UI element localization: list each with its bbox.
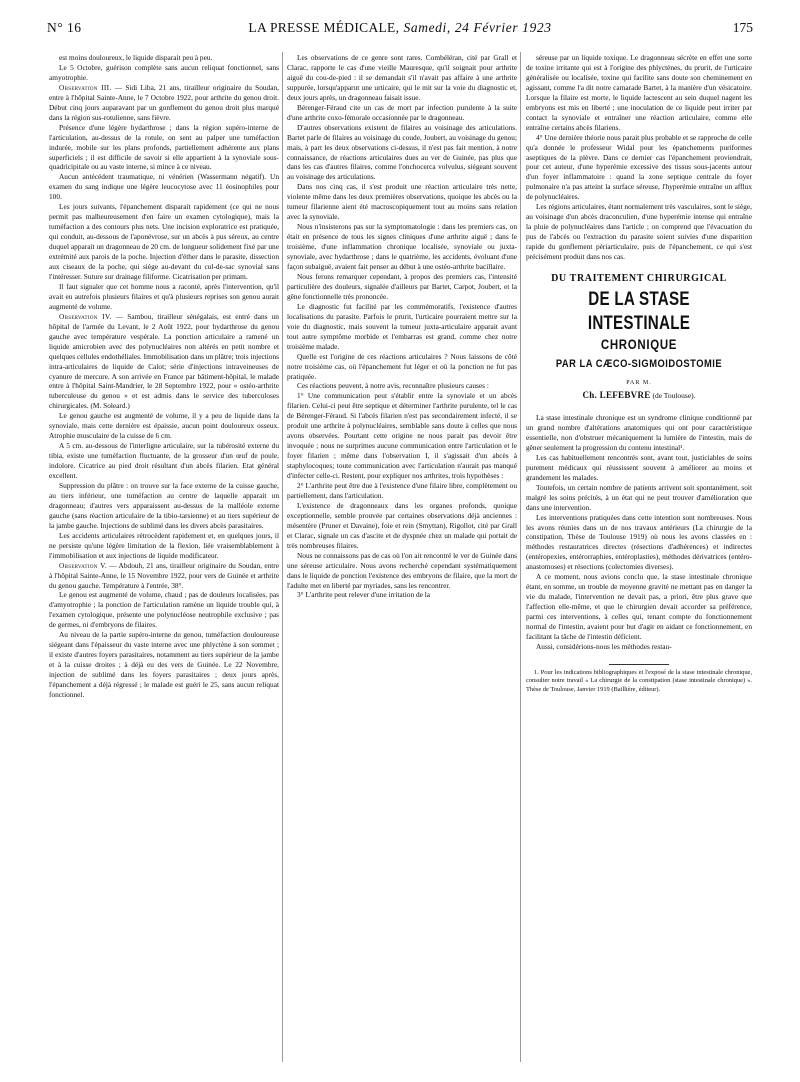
observation-heading: Observation III. [59, 82, 112, 92]
paragraph [526, 133, 752, 203]
article-supertitle: DU TRAITEMENT CHIRURGICAL [551, 273, 727, 285]
paragraph [49, 531, 279, 561]
paragraph [49, 63, 279, 83]
paragraph [49, 411, 279, 441]
paragraph-text: L'existence de dragonneaux dans les organes profonds, quoique exceptionnelle, semble prouvée par certaines observations déjà anciennes : mésentère (Pruner et Davaine), foie et rein (Smyttan), Rigollot, cité par Grall et Clarac, signale un cas d'ascite et de dyspnée chez un malade qui portait de très nombreuses filaires. [287, 500, 517, 550]
journal-title [47, 20, 753, 36]
paragraph-text: Nous ne connaissons pas de cas où l'on ait rencontré le ver de Guinée dans une séreuse articulaire. Nous avons recherché cependant systématiquement dans le liquide de ponction l'existence des embryons de filaire, que la mort de l'adulte met en liberté par myriades, sans les rencontrer. [287, 550, 517, 590]
paragraph-text: Ces réactions peuvent, à notre avis, reconnaître plusieurs causes : [297, 381, 489, 391]
paragraph [49, 561, 279, 591]
paragraph-text: 4° Une dernière théorie nous parait plus probable et se rapproche de celle qu'a donnée le professeur Widal pour les épanchements puriformes aseptiques de la plèvre. Dans ce dernier cas l'épanchement proviendrait, pour cet auteur, d'une hyperémie excessive des tissus sous-jacents autour d'un foyer inflammatoire : quand la zone septique centrale du foyer pulmonaire n'a pas atteint la surface séreuse, l'hyperémie entraîne un afflux de polynucléaires. [526, 132, 752, 202]
page-header [47, 20, 753, 40]
paragraph [287, 272, 517, 302]
paragraph-text: — Abdouh, 21 ans, tirailleur originaire du Soudan, entre à l'hôpital Sainte-Anne, le 15 Novembre 1922, pour vers de Guinée et arthrite du genou gauche. Température à l'entrée, 38°. [49, 560, 280, 590]
observation-heading: Observation IV. [59, 311, 112, 321]
paragraph-text: Suppression du plâtre : on trouve sur la face externe de la cuisse gauche, au tiers inférieur, une tuméfaction au centre de laquelle apparait un dragonneau; d'autres vers apparaissent au-dessus de la malléole externe gauche (sans réaction articulaire de la tibio-tarsienne) et au tiers supérieur de la jambe gauche. Injections de sublimé dans les divers abcès parasitaires. [49, 480, 279, 530]
paragraph-text: — Sidi Liba, 21 ans, tirailleur originaire du Soudan, entre à l'hôpital Sainte-Anne, le 7 Octobre 1922, pour arthrite du genou droit. Début cinq jours auparavant par un gonflement du genou droit plus marqué dans la région sus-rotulienne, sans fièvre. [49, 82, 279, 122]
paragraph-text: Le genou est augmenté de volume, chaud ; pas de douleurs localisées, pas d'amyotrophie ; la ponction de l'articulation ramène un liquide trouble qui, à l'examen cytologique, présente une polynucléose neutrophile exclusive ; pas de germes, ni d'embryons de filaires. [49, 590, 279, 630]
paragraph [49, 590, 279, 630]
paragraph [287, 103, 517, 123]
paragraph-text: 1° Une communication peut s'établir entre la synoviale et un abcès filarien. Celui-ci peut être septique et déterminer l'arthrite purulente, tel le cas de Bérenger-Féraud. Si l'abcès filarien n'est pas secondairement infecté, il se produit une arthrite à polynucléaires, semblable sans doute à celles que nous avons observées. Pourtant cette origine ne nous parait pas devoir être invoquée ; nous ne surprimes aucune communication entre l'articulation et le foyer filarien ; même dans l'observation I, il s'agissait d'un abcès à staphylocoques; toute communication avec l'articulation n'aurait pas manqué d'infecter celle-ci. Restent, pour expliquer nos arthrites, trois hypothèses : [287, 391, 517, 481]
paragraph-text: Il faut signaler que cet homme nous a raconté, après l'intervention, qu'il avait eu autrefois plusieurs filaires et qu'à plusieurs reprises son genou aurait augmenté de volume. [49, 281, 279, 311]
article-body [526, 413, 752, 652]
paragraph [526, 642, 752, 652]
paragraph [287, 391, 517, 481]
paragraph-text: A ce moment, nous avions conclu que, la stase intestinale chronique étant, en somme, un trouble de moyenne gravité ne mettant pas en danger la vie du malade, l'intervention ne devait pas, a priori, être plus grave que l'affection elle-même, et que le chirurgien devait accorder sa préférence, parmi ces interventions, à celles qui, tenant compte du fonctionnement normal de l'intestin, avaient pour but d'agir en aidant ce fonctionnement, en facilitant la tâche de l'intestin déficient. [526, 572, 752, 641]
paragraph [526, 513, 752, 573]
article-by: PAR M. [626, 380, 652, 387]
paragraph [49, 312, 279, 412]
paragraph [287, 182, 517, 222]
paragraph [526, 453, 752, 483]
paragraph-text: Au niveau de la partie supéro-interne du genou, tuméfaction douloureuse siégeant dans l'épaisseur du vaste interne avec une phlyctène à son sommet ; il existe d'autres foyers parasitaires, notamment au tiers supérieur de la jambe et à la cuisse droites ; à déjà eu des vers de Guinée. Le 22 Novembre, injection de sublimé dans les foyers parasitaires ; deux jours après, l'épanchement a déjà régressé ; le malade est guéri le 25, sans aucun reliquat fonctionnel. [49, 630, 279, 699]
paragraph-text: Dans nos cinq cas, il s'est produit une réaction articulaire très nette, violente même dans les deux premières observations, quoique les abcès ou la tumeur filarienne aient été macroscopiquement tout au moins sans relation avec la synoviale. [287, 182, 517, 222]
paragraph [49, 53, 279, 63]
article-subtitle: CHRONIQUE [600, 337, 678, 353]
issue-date: , Samedi, 24 Février 1923 [395, 20, 552, 35]
paragraph [287, 53, 517, 103]
paragraph-text: A 5 cm. au-dessous de l'interligne articulaire, sur la tubérosité externe du tibia, existe une tuméfaction fluctuante, de la grosseur d'un œuf de poule, indolore. Cicatrice au pied droit résultant d'un abcès filarien. Etat général excellent. [49, 441, 279, 481]
paragraph [287, 551, 517, 591]
paragraph [287, 352, 517, 382]
paragraph [526, 413, 752, 453]
paragraph-text: Présence d'une légère hydarthrose ; dans la région supéro-interne de l'articulation, au-dessus de la rotule, on sent au palper une tuméfaction indurée, mobile sur les plans profonds, partiellement adhérente aux plans superficiels ; il est difficile de savoir si elle appartient à la synoviale sous-quadricipitale ou au vaste interne, si mince à ce niveau. [49, 122, 279, 172]
issue-number: N° 16 [47, 20, 82, 35]
paragraph-text: Les observations de ce genre sont rares. Combéléran, cité par Grall et Clarac, rapporte le cas d'une vieille Mauresque, qu'il soignait pour arthrite aiguë du cou-de-pied : il se demandait s'il n'avait pas affaire à une arthrite suppurée, lorsqu'apparut une urticaire, qui le mit sur la voie du diagnostic et, deux jours après, un dragonneau faisait issue. [287, 53, 517, 102]
author-affiliation: (de Toulouse). [650, 391, 696, 401]
article-heading [526, 272, 752, 403]
paragraph-text: Nous ferons remarquer cependant, à propos des premiers cas, l'intensité particulière des douleurs, signalée d'ailleurs par Bartet, Carpot, Joubert, et la gêne fonctionnelle très prononcée. [287, 271, 517, 301]
journal-name: LA PRESSE MÉDICALE [248, 20, 396, 35]
paragraph [526, 202, 752, 262]
footnote: 1. Pour les indications bibliographiques et l'exposé de la stase intestinale chronique, consulter notre travail « La chirurgie de la constipation (stase intestinale chronique) ». Thèse de Toulouse, Janvier 1919 (Baillière, éditeur). [526, 668, 752, 693]
paragraph-text: Aucun antécédent traumatique, ni vénérien (Wassermann négatif). Un examen du sang indique une légère leucocytose avec 11 éosinophiles pour 100. [49, 172, 279, 202]
paragraph-text: — Sambou, tirailleur sénégalais, est entré dans un hôpital de l'armée du Levant, le 2 Août 1922, pour hydarthrose du genou gauche avec température vespérale. La ponction articulaire a ramené un liquide amicrobien avec des polynucléaires non altérés en petit nombre et quelques cellules endothéliales. Immobilisation dans un plâtre; trois injections intra-articulaires de liquide de Calot; série d'injections intraveineuses de cyanure de mercure. A son arrivée en France par bâtiment-hôpital, le malade entre à l'hôpital Saint-Mandrier, le 28 Septembre 1922, pour « ostéo-arthrite tuberculeuse du genou » et est admis dans le service des tuberculoses chirurgicales. (M. Soleard.) [49, 311, 279, 411]
paragraph-text: Aussi, considérions-nous les méthodes restau- [536, 641, 672, 651]
paragraph-text: 3° L'arthrite peut relever d'une irritation de la [297, 590, 431, 600]
paragraph-text: Toutefois, un certain nombre de patients arrivent soit spontanément, soit malgré les soins précités, à un état qui ne peut trouver d'amélioration que dans une intervention. [526, 482, 752, 512]
paragraph [49, 630, 279, 700]
paragraph-text: Le 5 Octobre, guérison complète sans aucun reliquat fonctionnel, sans amyotrophie. [49, 62, 279, 82]
paragraph-text: Quelle est l'origine de ces réactions articulaires ? Nous laissons de côté notre troisième cas, où l'épanchement fut léger et où la ponction ne fut pas pratiquée. [287, 351, 517, 381]
paragraph-text: est moins douloureux, le liquide disparait peu à peu. [59, 53, 213, 62]
paragraph-text: Le genou gauche est augmenté de volume, il y a peu de liquide dans la synoviale, mais cette dernière est épaissie, aucun point douloureux osseux. Atrophie musculaire de la cuisse de 6 cm. [49, 411, 279, 441]
paragraph-text: Bérenger-Féraud cite un cas de mort par infection purulente à la suite d'une arthrite coxo-fémorale occasionnée par le dragonneau. [287, 102, 517, 122]
paragraph [287, 501, 517, 551]
paragraph-text: Les interventions pratiquées dans cette intention sont nombreuses. Nous les avons réunies dans un de nos travaux antérieurs (La chirurgie de la constipation, Thèse de Toulouse 1919) où nous les avons classées en : méthodes restauratrices directes (résections d'adhérences) et indirectes (entéropexies, entérorraphies, entéroplasties), méthodes dérivatrices (entéro-anastomoses) et résections (colectomies diverses). [526, 512, 752, 572]
paragraph-text: D'autres observations existent de filaires au voisinage des articulations. Bartet parle de filaires au voisinage du coude, Joubert, au voisinage du genou; mais, à part les deux observations ci-dessus, il n'est pas fait mention, à notre connaissance, de réactions articulaires dues au ver de Guinée, pas plus que dans les cas d'autres filaires, comme l'onchocerca volvulus, siégeant souvent au voisinage des articulations. [287, 122, 517, 182]
paragraph [287, 123, 517, 183]
article-subtitle-method: PAR LA CÆCO-SIGMOIDOSTOMIE [555, 358, 723, 371]
observation-heading: Observation V. [59, 560, 107, 570]
paragraph-text: Les jours suivants, l'épanchement disparait rapidement (ce qui ne nous permit pas malheureusement d'en faire un examen cytologique), mais la tuméfaction a des contours plus nets. Une incision exploratrice est pratiquée, qui conduit, au-dessous de l'aponévrose, sur un abcès à pus séreux, au centre duquel apparait un dragonneau de 20 cm. de longueur solidement fixé par une extrémité aux parois de la poche. Injection d'éther dans le parasite, dissection aux ciseaux de la poche, qui siège au-devant du cul-de-sac synovial sans l'intéresser. Suture sur drainage filiforme. Cicatrisation per primam. [49, 202, 279, 281]
column-left [49, 53, 279, 700]
paragraph-text: La stase intestinale chronique est un syndrome clinique conditionné par un grand nombre d'altérations anatomiques qui ont pour caractéristique essentielle, non d'obstruer mécaniquement la lumière de l'intestin, mais de gêner seulement la progression du contenu intestinal¹. [526, 413, 752, 452]
paragraph [49, 172, 279, 202]
paragraph [526, 483, 752, 513]
paragraph [49, 441, 279, 481]
paragraph [49, 202, 279, 282]
article-title: DE LA STASE INTESTINALE [587, 289, 691, 335]
page-number: 175 [732, 20, 753, 35]
author-name: Ch. LEFEBVRE [582, 390, 651, 401]
paragraph [49, 481, 279, 531]
paragraph-text: Nous n'insisterons pas sur la symptomatologie : dans les premiers cas, on était en présence de tous les signes cliniques d'une arthrite aiguë ; dans le troisième, d'une inflammation chronique localisée, synoviale ou juxta-synoviale, avec hydarthrose ; dans le quatrième, les accidents, évoluant d'une façon subaiguë, avaient fait penser au début à une ostéo-arthrite bacillaire. [287, 222, 517, 272]
paragraph-text: Les cas habituellement rencontrés sont, avant tout, justiciables de soins purement médicaux qui réussissent souvent à améliorer au moins et grandement les malades. [526, 452, 752, 482]
paragraph [287, 481, 517, 501]
paragraph [287, 302, 517, 352]
paragraph [49, 282, 279, 312]
paragraph [49, 83, 279, 123]
paragraph-text: Le diagnostic fut facilité par les commémoratifs, l'existence d'autres localisations du parasite. Parfois le prurit, l'urticaire pourraient mettre sur la voie du diagnostic, mais souvent la tumeur juxta-articulaire apparait avant tout autre symptôme morbide et l'embarras est grand, comme chez notre troisième malade. [287, 301, 517, 351]
paragraph-text: Les régions articulaires, étant normalement très vasculaires, sont le siège, au voisinage d'un abcès draconculien, d'une hyperémie intense qui entraîne la pluie de polynucléaires dans l'article ; on comprend que l'évacuation du pus de l'abcès ou l'extraction du parasite soient suivies d'une disparition rapide du gonflement périarticulaire, puis de l'épanchement, ce qui s'est précisément produit dans nos cas. [526, 202, 752, 262]
article-author [526, 388, 752, 403]
paragraph-text: séreuse par un liquide toxique. Le dragonneau sécrète en effet une sorte de toxine irritante qui est à l'origine des phlyctènes, du prurit, de l'urticaire généralisée ou localisée, toxine qui facilite sans doute son cheminement en agissant, comme l'a dit notre camarade Bartet, à la manière d'un vésicatoire. Lorsque la filaire est morte, le liquide lactescent au sein duquel nagent les embryons est mis en liberté ; une inoculation de ce liquide peut irriter par contact la synoviale et entraîner une réaction articulaire, comme elle entraîne certains abcès filariens. [526, 53, 752, 132]
paragraph [526, 53, 752, 133]
paragraph [526, 572, 752, 642]
footnote-rule [609, 664, 669, 665]
column-divider [282, 52, 283, 1062]
paragraph [287, 381, 517, 391]
paragraph-text: Les accidents articulaires rétrocèdent rapidement et, en quelques jours, il ne persiste qu'une légère limitation de la flexion, liée vraisemblablement à l'immobilisation et aux injections de liquide modificateur. [49, 530, 279, 560]
paragraph-text: 2° L'arthrite peut être due à l'existence d'une filaire libre, complètement ou partiellement, dans l'articulation. [287, 480, 517, 500]
column-middle [287, 53, 517, 600]
paragraph [287, 222, 517, 272]
paragraph [49, 123, 279, 173]
column-right [526, 53, 752, 694]
paragraph [287, 590, 517, 600]
column-right-continued-text [526, 53, 752, 262]
column-divider [520, 52, 521, 1062]
